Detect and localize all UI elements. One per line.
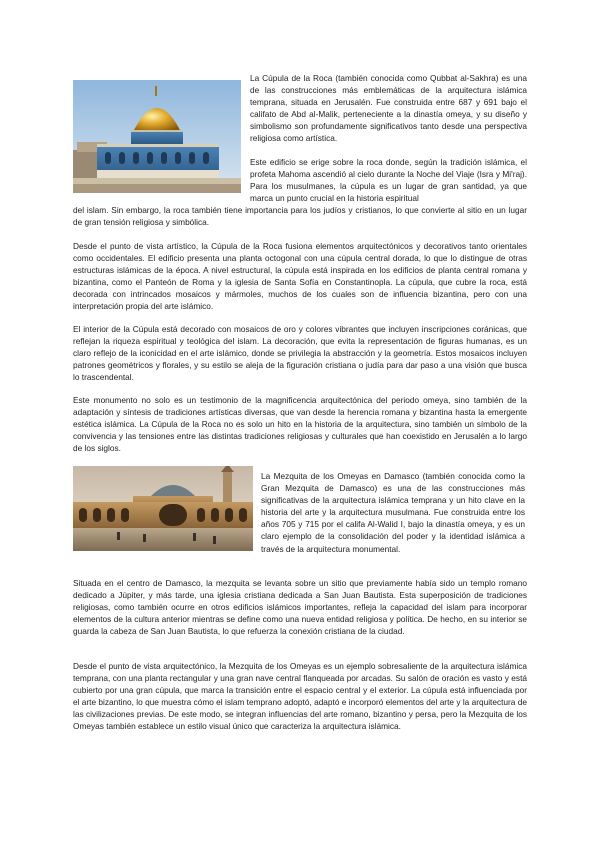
paragraph-2-continued-text: del islam. Sin embargo, la roca también tiene importancia para los judíos y cristianos, lo que convierte al sitio en un lugar de gran tensión religiosa y simbólica. xyxy=(73,205,527,228)
paragraph-7: Situada en el centro de Damasco, la mezquita se levanta sobre un sitio que previamente había sido un templo romano dedicado a Júpiter, y más tarde, una iglesia cristiana dedicada a San Juan Bautista. Esta superposición de tradiciones religiosas, como también ocurre en otros edificios islámicos importantes, refleja la capacidad del islam para incorporar elementos de la cultura anterior mientras se define como una nueva entidad religiosa y política. De hecho, en su interior se guarda la cabeza de San Juan Bautista, lo que refuerza la conexión cristiana de la ciudad. xyxy=(73,578,527,637)
dome-of-the-rock-illustration xyxy=(73,80,241,193)
paragraph-2 xyxy=(250,156,527,204)
umayyad-mosque-photo xyxy=(73,466,253,551)
paragraph-2-continued xyxy=(73,204,527,228)
paragraph-8: Desde el punto de vista arquitectónico, la Mezquita de los Omeyas es un ejemplo sobresaliente de la arquitectura islámica temprana, con una planta rectangular y una gran nave central flanqueada por arcadas. Su salón de oración es vasto y está cubierto por una gran cúpula, que marca la transición entre el espacio central y el exterior. La cúpula está influenciada por el arte bizantino, lo que muestra cómo el islam temprano adoptó, adaptó e incorporó elementos del arte y la arquitectura de las civilizaciones previas. De este modo, se integran influencias del arte romano, bizantino y persa, pero la Mezquita de los Omeyas también establece un estilo visual único que caracteriza la arquitectura islámica. xyxy=(73,661,527,732)
paragraph-6: La Mezquita de los Omeyas en Damasco (también conocida como la Gran Mezquita de Damasco) es una de las construcciones más significativas de la arquitectura islámica temprana y un hito clave en la historia del arte y la arquitectura musulmana. Fue construida entre los años 705 y 715 por el califa Al-Walid I, bajo la dinastía omeya, y es un claro ejemplo de la consolidación del poder y la identidad islámica a través de la arquitectura monumental. xyxy=(261,471,525,554)
paragraph-2-text: Este edificio se erige sobre la roca donde, según la tradición islámica, el profeta Mahoma ascendió al cielo durante la Noche del Viaje (Isra y Mi'raj). Para los musulmanes, la cúpula es un lugar de gran santidad, ya que marca un punto crucial en la historia espiritual xyxy=(250,157,527,204)
dome-of-the-rock-photo xyxy=(73,80,241,193)
paragraph-4: El interior de la Cúpula está decorado con mosaicos de oro y colores vibrantes que incluyen inscripciones coránicas, que reflejan la riqueza espiritual y teológica del islam. La decoración, que evita la representación de figuras humanas, es un claro reflejo de la iconicidad en el arte islámico, donde se privilegia la abstracción y la geometría. Estos mosaicos incluyen patrones geométricos y florales, y su estilo se aleja de la figuración cristiana o judía para dar paso a una visión que busca lo trascendental. xyxy=(73,324,527,383)
paragraph-5: Este monumento no solo es un testimonio de la magnificencia arquitectónica del periodo omeya, sino también de la adaptación y síntesis de tradiciones artísticas diversas, que van desde la herencia romana y bizantina hasta la emergente estética islámica. La Cúpula de la Roca no es solo un hito en la historia de la arquitectura, sino también un símbolo de la convivencia y las tensiones entre las distintas tradiciones religiosas y culturales que han coexistido en Jerusalén a lo largo de los siglos. xyxy=(73,395,527,454)
umayyad-mosque-illustration xyxy=(73,466,253,551)
paragraph-3: Desde el punto de vista artístico, la Cúpula de la Roca fusiona elementos arquitectónicos y decorativos tanto orientales como occidentales. El edificio presenta una planta octogonal con una cúpula central dorada, lo que lo distingue de otras estructuras islámicas de la época. A nivel estructural, la cúpula está inspirada en los edificios de planta central romana y bizantina, como el Panteón de Roma y la iglesia de Santa Sofía en Constantinopla. La cúpula, que cubre la roca, está decorada con intrincados mosaicos y mármoles, muchos de los cuales son de influencia bizantina, pero con una interpretación propia del arte islámico. xyxy=(73,241,527,312)
paragraph-1: La Cúpula de la Roca (también conocida como Qubbat al-Sakhra) es una de las construcciones más emblemáticas de la arquitectura islámica temprana, situada en Jerusalén. Fue construida entre 687 y 691 bajo el califato de Abd al-Malik, perteneciente a la dinastía omeya, y su diseño y simbolismo son profundamente significativos tanto desde una perspectiva religiosa como artística. xyxy=(250,73,527,144)
